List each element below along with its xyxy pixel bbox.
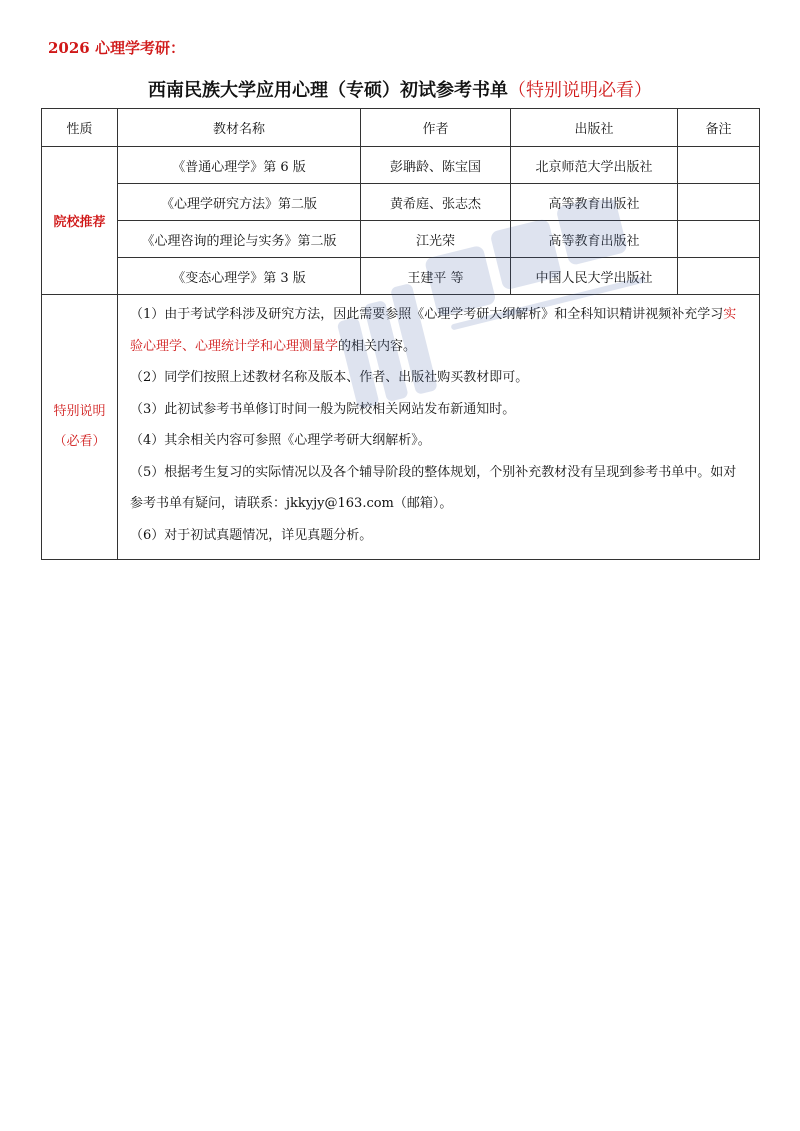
- book-remark: [678, 184, 760, 221]
- book-title: 《心理咨询的理论与实务》第二版: [118, 221, 361, 258]
- special-label-line1: 特别说明: [53, 404, 106, 419]
- book-publisher: 高等教育出版社: [511, 184, 678, 221]
- book-publisher: 北京师范大学出版社: [511, 147, 678, 184]
- table-row: [42, 258, 760, 295]
- special-notes-row: [42, 295, 760, 560]
- header-tag: 2026 心理学考研：: [48, 39, 185, 57]
- note-1-tail: 的相关内容。: [338, 338, 417, 354]
- book-title: 《变态心理学》第 3 版: [118, 258, 361, 295]
- note-6: （6）对于初试真题情况，详见真题分析。: [130, 527, 373, 543]
- table-row: [42, 221, 760, 258]
- book-remark: [678, 258, 760, 295]
- table-header-row: [42, 109, 760, 147]
- book-author: 王建平 等: [361, 258, 511, 295]
- title-note: （特别说明必看）: [508, 80, 652, 101]
- book-publisher: 中国人民大学出版社: [511, 258, 678, 295]
- header-book: 教材名称: [118, 109, 361, 147]
- book-title: 《心理学研究方法》第二版: [118, 184, 361, 221]
- note-1: [130, 299, 749, 362]
- title-main: 西南民族大学应用心理（专硕）初试参考书单: [148, 80, 508, 101]
- booklist-table: [41, 108, 760, 560]
- note-5: （5）根据考生复习的实际情况以及各个辅导阶段的整体规划，个别补充教材没有呈现到参考书单中。如对参考书单有疑问，请联系：jkkyjy@163.com（邮箱）。: [130, 464, 737, 511]
- header-remark: 备注: [678, 109, 760, 147]
- note-3: （3）此初试参考书单修订时间一般为院校相关网站发布新通知时。: [130, 401, 516, 417]
- book-title: 《普通心理学》第 6 版: [118, 147, 361, 184]
- header-nature: 性质: [42, 109, 118, 147]
- category-label: 院校推荐: [42, 147, 118, 295]
- book-publisher: 高等教育出版社: [511, 221, 678, 258]
- note-2: （2）同学们按照上述教材名称及版本、作者、出版社购买教材即可。: [130, 370, 529, 385]
- book-remark: [678, 147, 760, 184]
- table-row: [42, 184, 760, 221]
- header-publisher: 出版社: [511, 109, 678, 147]
- book-author: 江光荣: [361, 221, 511, 258]
- note-4: （4）其余相关内容可参照《心理学考研大纲解析》。: [130, 433, 431, 448]
- book-author: 彭聃龄、陈宝国: [361, 147, 511, 184]
- note-1-text: （1）由于考试学科涉及研究方法，因此需要参照《心理学考研大纲解析》和全科知识精讲视频补充学习: [130, 307, 724, 322]
- special-label: [42, 295, 118, 560]
- note-1-highlight: 实验心理学、心理统计学和心理测量学: [130, 307, 737, 354]
- special-notes: [118, 295, 760, 560]
- header-author: 作者: [361, 109, 511, 147]
- special-label-line2: （必看）: [53, 434, 106, 449]
- book-remark: [678, 221, 760, 258]
- table-row: [42, 147, 760, 184]
- page-title: [0, 76, 800, 102]
- book-author: 黄希庭、张志杰: [361, 184, 511, 221]
